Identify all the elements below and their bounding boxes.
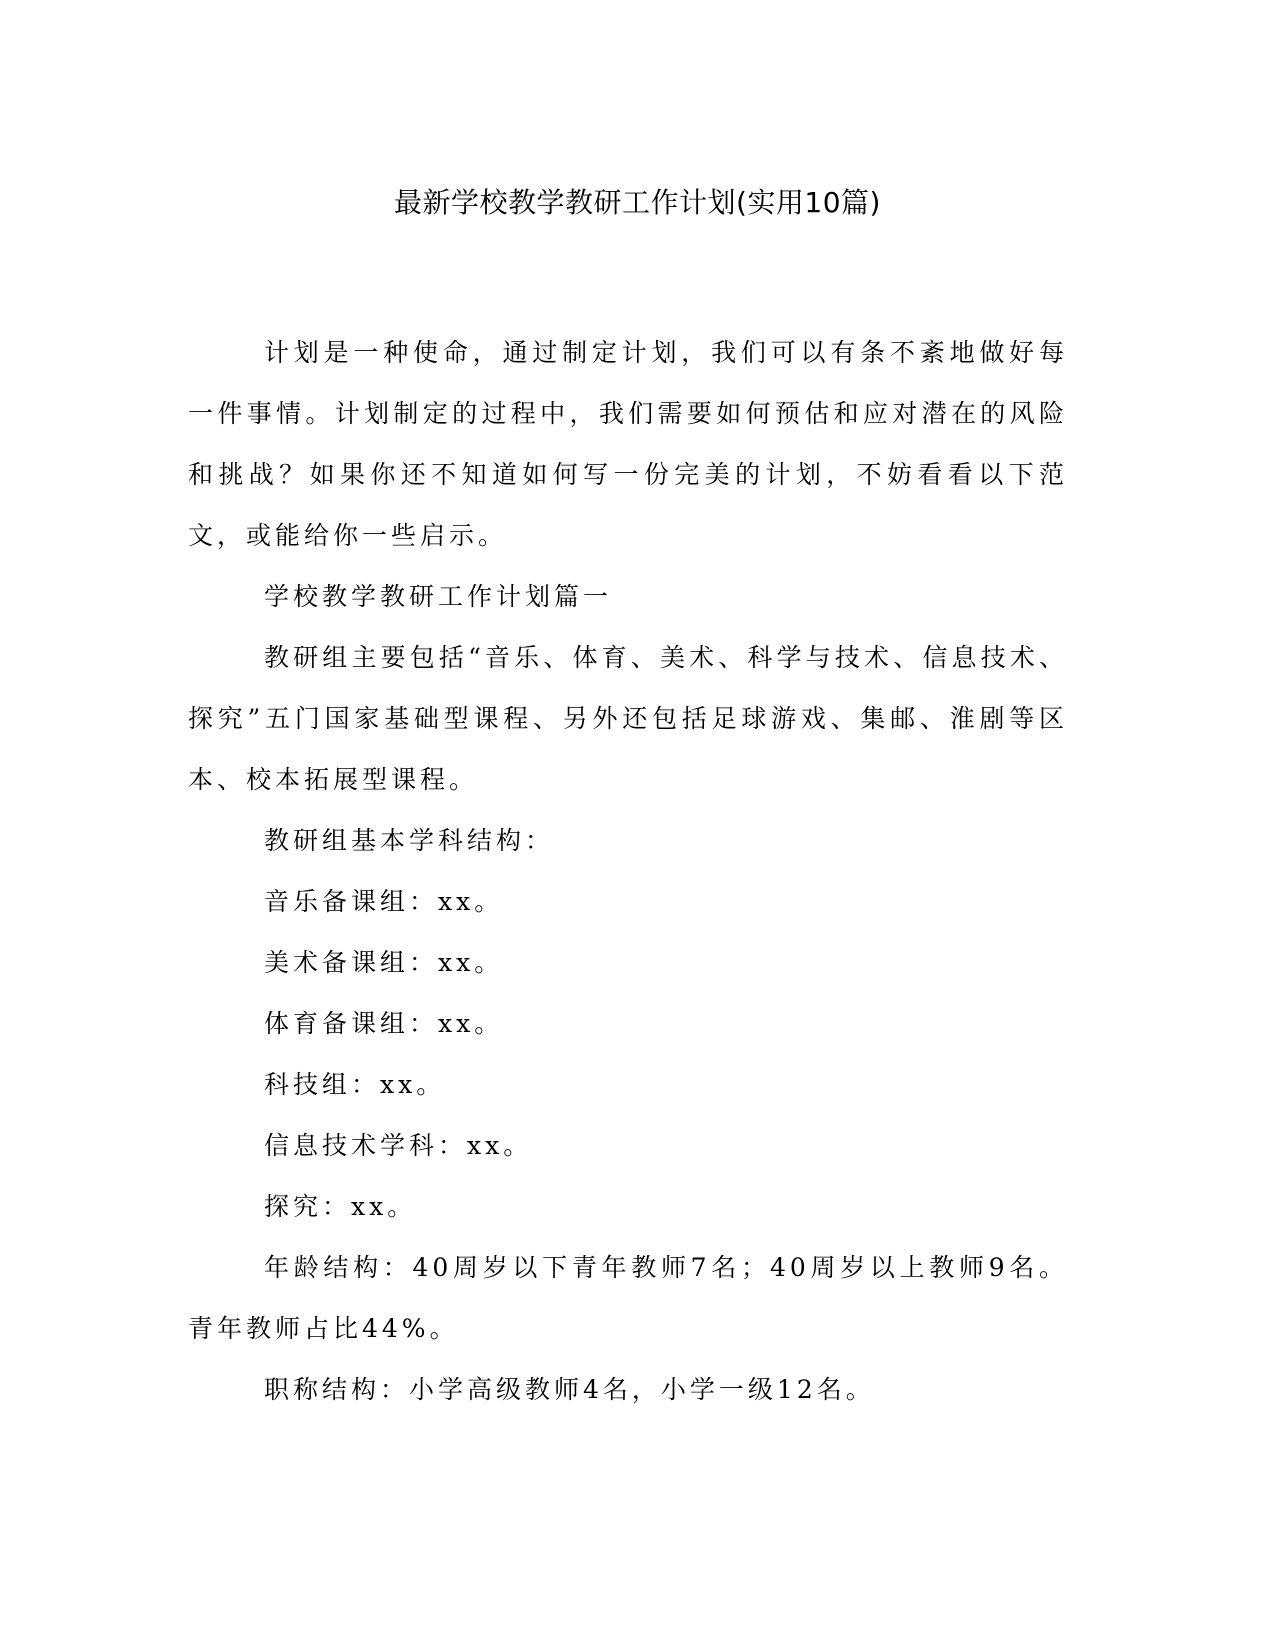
intro-paragraph: 计划是一种使命，通过制定计划，我们可以有条不紊地做好每一件事情。计划制定的过程中，我们需要如何预估和应对潜在的风险和挑战？如果你还不知道如何写一份完美的计划，不妨看看以下范文，或能给你一些启示。 <box>188 338 1068 550</box>
music-group-line: 音乐备课组：xx。 <box>264 887 504 916</box>
title-structure-paragraph: 职称结构：小学高级教师4名，小学一级12名。 <box>264 1375 875 1404</box>
art-group-line: 美术备课组：xx。 <box>264 948 504 977</box>
course-overview-paragraph: 教研组主要包括“音乐、体育、美术、科学与技术、信息技术、探究”五门国家基础型课程、另外还包括足球游戏、集邮、淮剧等区本、校本拓展型课程。 <box>188 643 1068 794</box>
science-group-line: 科技组：xx。 <box>264 1070 446 1099</box>
it-subject-line: 信息技术学科：xx。 <box>264 1131 533 1160</box>
subject-structure-heading: 教研组基本学科结构： <box>264 826 555 855</box>
document-body <box>188 322 1068 1420</box>
section-heading: 学校教学教研工作计划篇一 <box>264 582 613 611</box>
age-structure-paragraph: 年龄结构：40周岁以下青年教师7名；40周岁以上教师9名。青年教师占比44%。 <box>188 1253 1068 1343</box>
pe-group-line: 体育备课组：xx。 <box>264 1009 504 1038</box>
inquiry-line: 探究：xx。 <box>264 1192 417 1221</box>
document-title: 最新学校教学教研工作计划(实用10篇) <box>394 186 881 219</box>
